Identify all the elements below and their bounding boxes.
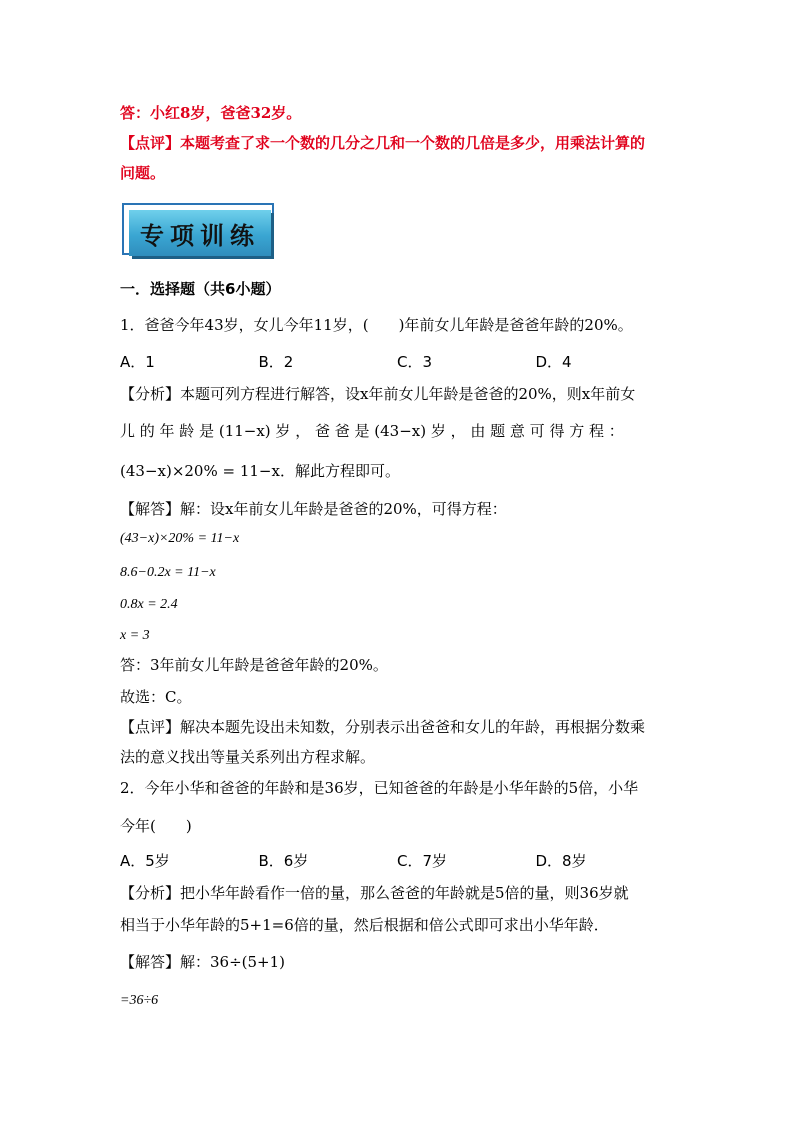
previous-answer: 答：小红8岁，爸爸32岁。: [120, 104, 302, 122]
q1-option-a: A．1: [120, 353, 155, 371]
q1-choice: 故选：C。: [120, 688, 192, 706]
q2-option-d: D．8岁: [535, 852, 587, 870]
q1-option-d: D．4: [535, 353, 572, 371]
q1-equation-1: (43−x)×20% = 11−x: [120, 531, 240, 546]
q1-options: [120, 351, 674, 373]
banner-plate: [129, 210, 271, 256]
q1-analysis-line3: (43−x)×20% = 11−x．解此方程即可。: [120, 462, 400, 480]
previous-comment-line1: 【点评】本题考查了求一个数的几分之几和一个数的几倍是多少，用乘法计算的: [120, 134, 646, 152]
q1-equation-3: 0.8x = 2.4: [120, 597, 178, 612]
q1-analysis-line2: 儿 的 年 龄 是 (11−x) 岁 ， 爸 爸 是 (43−x) 岁 ， 由 题 意 可 得 方 程 ：: [120, 422, 624, 440]
q2-solution-line1: 【解答】解：36÷(5+1): [120, 953, 286, 971]
q1-comment-line2: 法的意义找出等量关系列出方程求解。: [120, 748, 376, 766]
q1-equation-4: x = 3: [120, 628, 150, 643]
section-banner: [122, 203, 278, 259]
q2-analysis-line2: 相当于小华年龄的5+1=6倍的量，然后根据和倍公式即可求出小华年龄．: [120, 916, 609, 934]
q2-options: [120, 850, 674, 872]
q1-option-c: C．3: [397, 353, 433, 371]
q2-stem-line2: 今年( ): [120, 817, 192, 835]
q1-analysis-line1: 【分析】本题可列方程进行解答，设x年前女儿年龄是爸爸的20%，则x年前女: [120, 385, 636, 403]
previous-comment-line2: 问题。: [120, 164, 166, 182]
q1-answer: 答：3年前女儿年龄是爸爸年龄的20%。: [120, 656, 388, 674]
q1-solution-intro: 【解答】解：设x年前女儿年龄是爸爸的20%，可得方程：: [120, 500, 507, 518]
q2-analysis-line1: 【分析】把小华年龄看作一倍的量，那么爸爸的年龄就是5倍的量，则36岁就: [120, 884, 629, 902]
q1-option-b: B．2: [258, 353, 294, 371]
q1-stem: 1．爸爸今年43岁，女儿今年11岁，( )年前女儿年龄是爸爸年龄的20%。: [120, 316, 633, 334]
q2-solution-line2: =36÷6: [120, 993, 159, 1008]
q2-stem-line1: 2．今年小华和爸爸的年龄和是36岁，已知爸爸的年龄是小华年龄的5倍，小华: [120, 779, 639, 797]
q1-comment-line1: 【点评】解决本题先设出未知数，分别表示出爸爸和女儿的年龄，再根据分数乘: [120, 718, 646, 736]
section-title: 一．选择题（共6小题）: [120, 280, 281, 298]
q2-option-b: B．6岁: [258, 852, 309, 870]
q2-option-c: C．7岁: [397, 852, 448, 870]
banner-title: 专项训练: [140, 221, 260, 250]
q1-equation-2: 8.6−0.2x = 11−x: [120, 565, 216, 580]
q2-option-a: A．5岁: [120, 852, 170, 870]
